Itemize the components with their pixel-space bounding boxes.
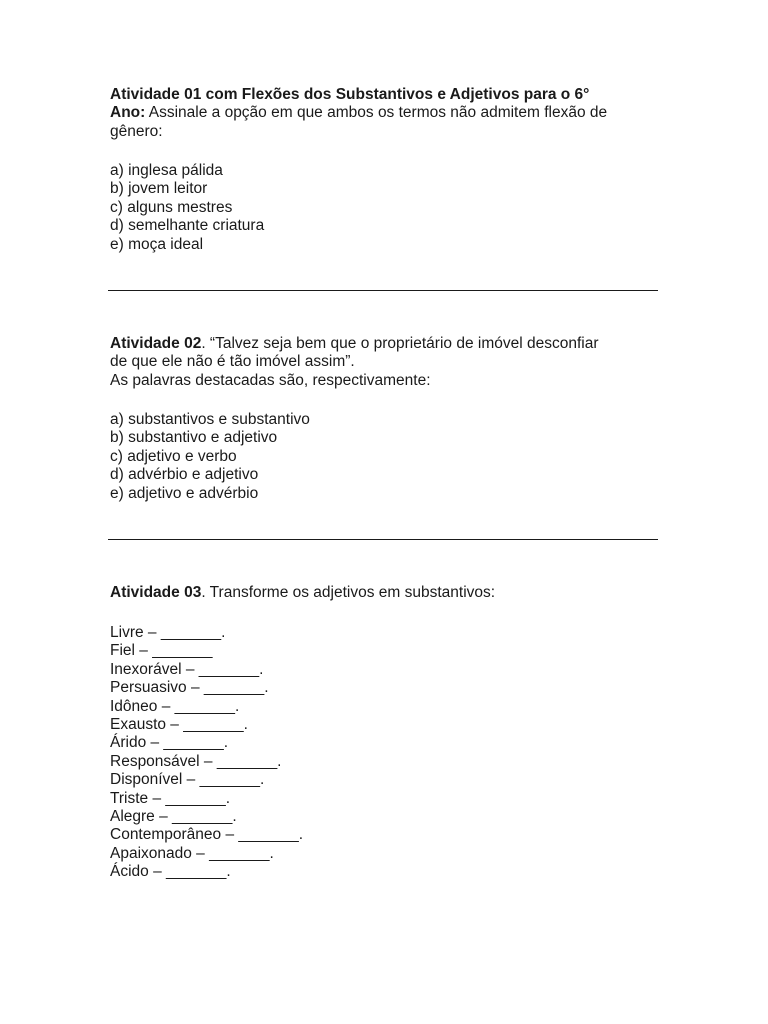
adjective-item: Triste – _______. — [110, 789, 231, 807]
adjective-item: Livre – _______. — [110, 624, 226, 641]
activity-01-options — [110, 162, 670, 254]
activity-03-items — [110, 624, 670, 882]
activity-02 — [110, 335, 670, 390]
option-item: d) semelhante criatura — [110, 217, 265, 235]
activity-01-prompt-text: Assinale a opção em que ambos os termos não admitem flexão de — [145, 104, 608, 122]
activity-01 — [110, 86, 670, 141]
option-item: c) adjetivo e verbo — [110, 447, 237, 465]
adjective-item: Exausto – _______. — [110, 716, 248, 734]
option-item: e) moça ideal — [110, 235, 204, 253]
activity-01-title: Atividade 01 com Flexões dos Substantivos e Adjetivos para o 6° — [110, 86, 590, 103]
activity-01-ano-label: Ano: — [110, 104, 146, 122]
activity-03-prompt-text: . Transforme os adjetivos em substantivos: — [201, 584, 496, 601]
activity-02-instruction: As palavras destacadas são, respectivamente: — [110, 371, 431, 389]
activity-02-label: Atividade 02 — [110, 335, 202, 352]
section-divider — [108, 290, 658, 291]
adjective-item: Inexorável – _______. — [110, 660, 264, 678]
adjective-item: Árido – _______. — [110, 734, 229, 752]
activity-03-label: Atividade 03 — [110, 584, 202, 601]
activity-02-prompt — [110, 335, 670, 353]
option-item: a) inglesa pálida — [110, 162, 223, 179]
option-item: b) substantivo e adjetivo — [110, 429, 278, 447]
section-divider — [108, 539, 658, 540]
activity-03-prompt — [110, 584, 670, 602]
activity-01-prompt — [110, 104, 670, 122]
activity-03 — [110, 584, 670, 602]
activity-01-prompt-end: gênero: — [110, 122, 163, 140]
adjective-item: Ácido – _______. — [110, 863, 231, 881]
adjective-item: Contemporâneo – _______. — [110, 826, 304, 844]
option-item: a) substantivos e substantivo — [110, 411, 310, 428]
option-item: d) advérbio e adjetivo — [110, 466, 259, 484]
option-item: b) jovem leitor — [110, 180, 208, 198]
adjective-item: Apaixonado – _______. — [110, 844, 274, 862]
adjective-item: Alegre – _______. — [110, 808, 237, 826]
activity-02-options — [110, 411, 670, 503]
adjective-item: Disponível – _______. — [110, 771, 265, 789]
option-item: c) alguns mestres — [110, 198, 233, 216]
option-item: e) adjetivo e advérbio — [110, 484, 259, 502]
activity-02-prompt-cont: de que ele não é tão imóvel assim”. — [110, 353, 355, 371]
adjective-item: Fiel – _______ — [110, 642, 213, 660]
adjective-item: Idôneo – _______. — [110, 697, 240, 715]
activity-02-prompt-text: . “Talvez seja bem que o proprietário de imóvel desconfiar — [201, 335, 599, 352]
adjective-item: Responsável – _______. — [110, 752, 282, 770]
adjective-item: Persuasivo – _______. — [110, 679, 269, 697]
